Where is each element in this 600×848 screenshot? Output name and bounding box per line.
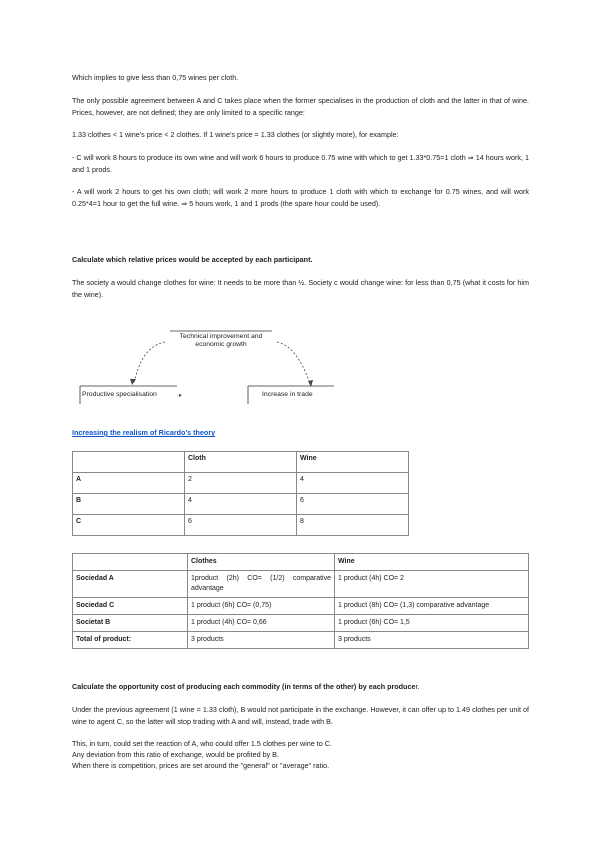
heading-opportunity-cost [72,681,529,693]
opportunity-cost-table [72,553,529,649]
paragraph-price-range: 1.33 clothes < 1 wine's price < 2 clothes. If 1 wine's price = 1.33 clothes (or slightly more), for example: [72,130,399,139]
table-cell: A [73,473,185,494]
table-header-cell: Cloth [185,452,297,473]
diagram-node-trade: Increase in trade [262,391,313,398]
table-cell: 4 [185,494,297,515]
table-cell: Total of product: [73,632,188,649]
table-cell: 6 [297,494,409,515]
table-cell: C [73,515,185,536]
table-header-cell: Clothes [188,554,335,571]
table-row [73,473,409,494]
table-row [73,615,529,632]
paragraph-less-than-wines: Which implies to give less than 0,75 wines per cloth. [72,73,239,82]
table-cell: 3 products [188,632,335,649]
table-header-cell [73,452,185,473]
table-header-row [73,452,409,473]
paragraph-deviation: Any deviation from this ratio of exchange, would be profited by B. [72,750,279,759]
ricardo-cycle-diagram [72,328,352,404]
table-header-row [73,554,529,571]
table-cell: 1 product (4h) CO= 0,66 [188,615,335,632]
table-cell: 6 [185,515,297,536]
diagram-node-specialisation: Productive specialisation [82,391,157,398]
table-row [73,571,529,598]
diagram-node-growth: Technical improvement and economic growth [179,333,263,348]
paragraph-reaction-a: This, in turn, could set the reaction of A, who could offer 1.5 clothes per wine to C. [72,739,332,748]
hours-table [72,451,409,536]
paragraph-society-exchange: The society a would change clothes for wine: It needs to be more than ½. Society c would change wine: for less than 0,75 (what it costs for him the wine). [72,278,529,299]
paragraph-previous-agreement: Under the previous agreement (1 wine = 1.33 cloth), B would not participate in the exchange. However, it can offer up to 1.49 clothes per unit of wine to agent C, so the latter will stop trading with A and will, instead, trade with B. [72,705,529,726]
table-row [73,598,529,615]
table-cell: 4 [297,473,409,494]
heading-opportunity-cost-main: Calculate the opportunity cost of producing each commodity (in terms of the other) by each produce [72,682,416,691]
heading-relative-prices: Calculate which relative prices would be accepted by each participant. [72,255,313,264]
table-cell: 1product (2h) CO= (1/2) comparative advantage [188,571,335,598]
link-ricardo-realism[interactable]: Increasing the realism of Ricardo's theory [72,428,216,437]
table-cell: 1 product (6h) CO= (0,75) [188,598,335,615]
paragraph-possible-agreement: The only possible agreement between A and C takes place when the former specialises in the production of cloth and the latter in that of wine. Prices, however, are not defined; they are only limited to a specific range: [72,96,529,117]
table-header-cell [73,554,188,571]
table-cell: 1 product (6h) CO= 1,5 [335,615,529,632]
table-cell: Sociedad A [73,571,188,598]
heading-opportunity-cost-tail: r. [415,682,420,691]
table-row [73,632,529,649]
table-header-cell: Wine [335,554,529,571]
table-row [73,515,409,536]
table-header-cell: Wine [297,452,409,473]
table-cell: B [73,494,185,515]
table-cell: Societat B [73,615,188,632]
table-cell: 1 product (4h) CO= 2 [335,571,529,598]
table-cell: 3 products [335,632,529,649]
table-cell: 2 [185,473,297,494]
table-cell: 1 product (8h) CO= (1,3) comparative advantage [335,598,529,615]
paragraph-a-works: - A will work 2 hours to get his own cloth; will work 2 more hours to produce 1 cloth with which to exchange for 0.75 wines, and will work 0.25*4=1 hour to get the full wine. ⇒ 5 hours work, 1 and 1 prods (the spare hour could be used). [72,187,529,208]
table-cell: 8 [297,515,409,536]
table-cell: Sociedad C [73,598,188,615]
table-row [73,494,409,515]
paragraph-competition: When there is competition, prices are set around the "general" or "average" ratio. [72,761,330,770]
paragraph-c-works: - C will work 8 hours to produce its own wine and will work 6 hours to produce 0.75 wine with which to get 1.33*0.75=1 cloth ⇒ 14 hours work, 1 and 1 prods. [72,153,529,174]
